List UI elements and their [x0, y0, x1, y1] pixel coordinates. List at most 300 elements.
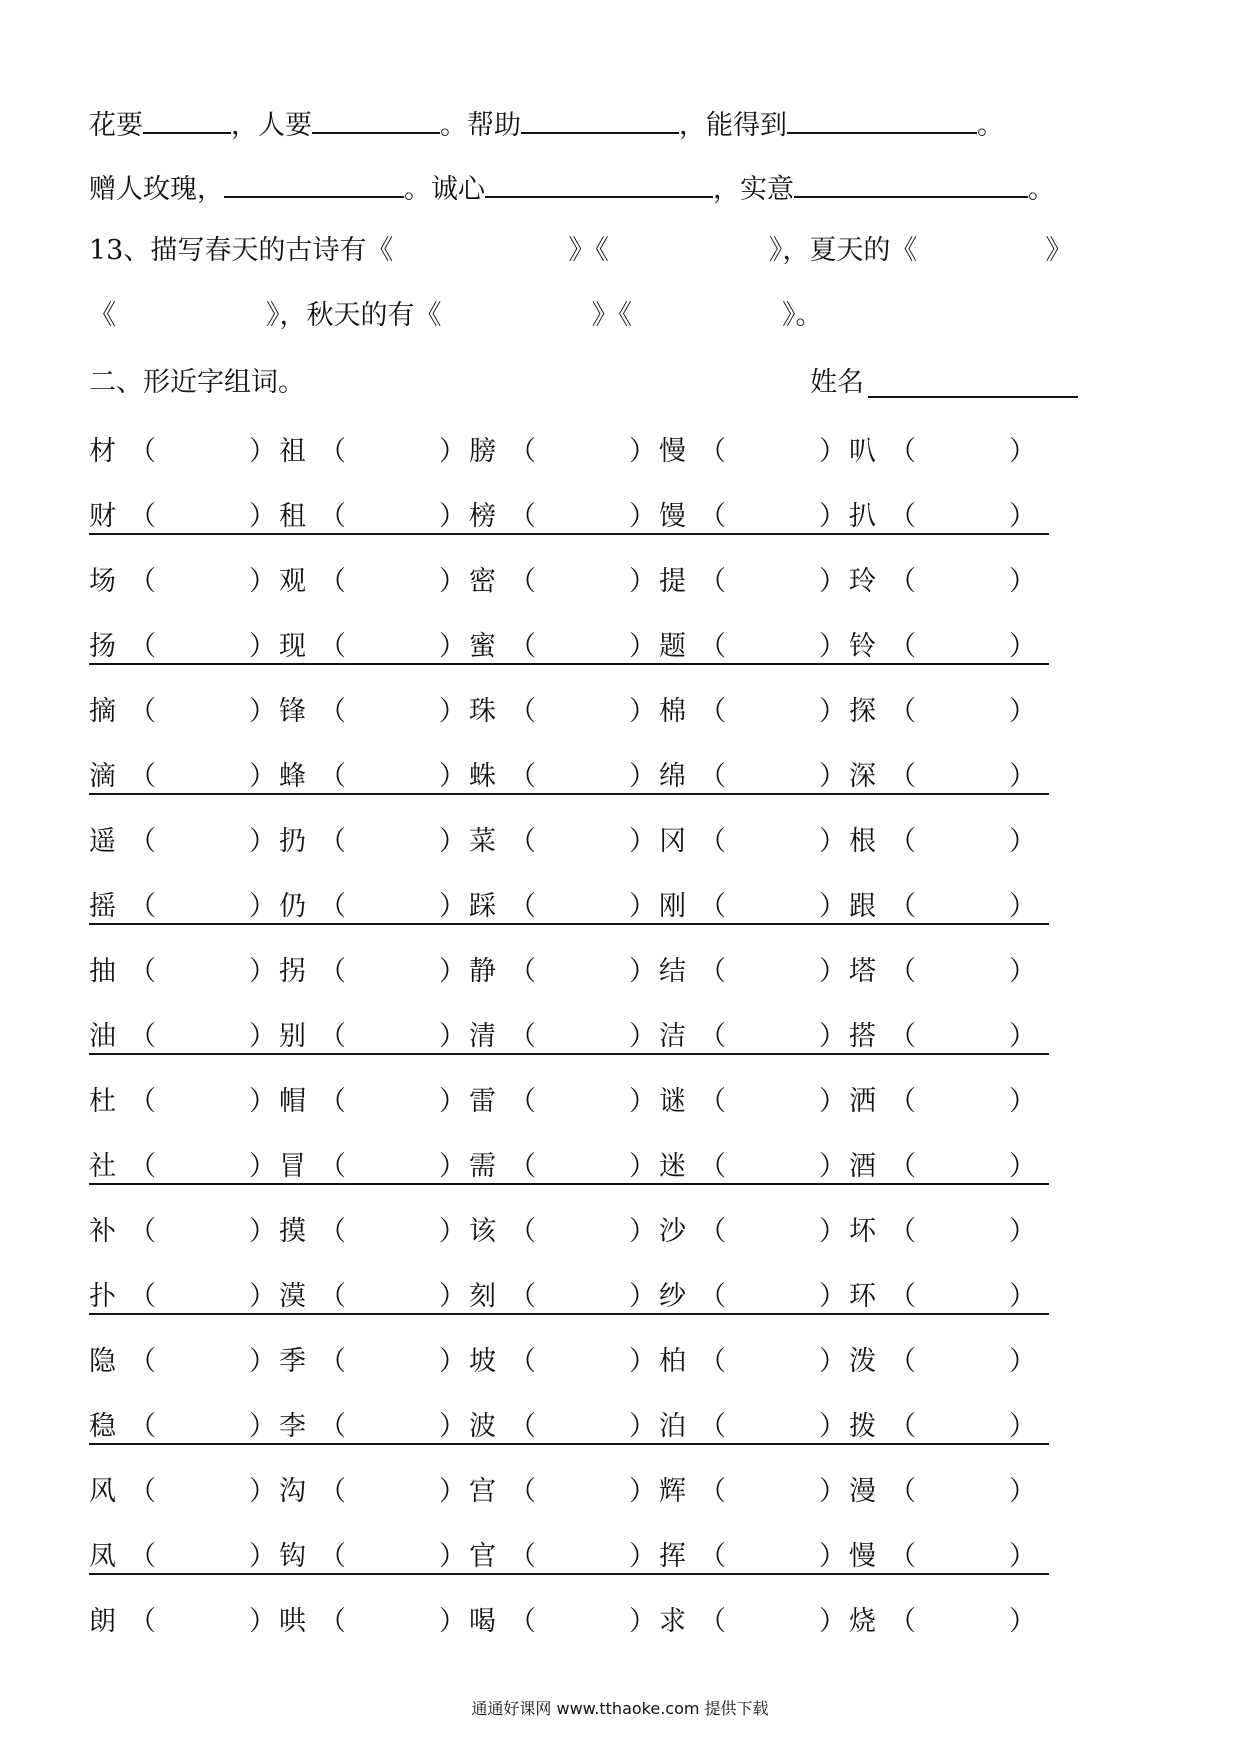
footer-credit: 通通好课网 www.tthaoke.com 提供下载 — [471, 1699, 769, 1718]
paren-right: ） — [1009, 826, 1036, 857]
word-row — [89, 1212, 1049, 1252]
paren-left: （ — [509, 1021, 536, 1052]
answer-blank[interactable] — [485, 170, 713, 198]
word-cell[interactable] — [279, 497, 469, 537]
paren-left: （ — [509, 566, 536, 597]
paren-right: ） — [1009, 1216, 1036, 1247]
paren-left: （ — [889, 1151, 916, 1182]
paren-left: （ — [129, 1606, 156, 1637]
character: 稳 — [89, 1411, 116, 1442]
paren-right: ） — [629, 696, 656, 727]
paren-left: （ — [129, 1411, 156, 1442]
word-cell[interactable] — [469, 1017, 659, 1057]
word-cell[interactable] — [89, 1277, 279, 1317]
paren-left: （ — [889, 891, 916, 922]
character: 泼 — [849, 1346, 876, 1377]
text-seg: 》《 — [591, 300, 632, 331]
paren-right: ） — [249, 696, 276, 727]
paren-right: ） — [819, 696, 846, 727]
character: 静 — [469, 956, 496, 987]
character: 观 — [279, 566, 306, 597]
word-cell[interactable] — [469, 757, 659, 797]
paren-right: ） — [629, 1541, 656, 1572]
word-cell[interactable] — [659, 432, 849, 472]
paren-left: （ — [129, 501, 156, 532]
paren-right: ） — [439, 761, 466, 792]
character: 需 — [469, 1151, 496, 1182]
paren-right: ） — [439, 1411, 466, 1442]
word-cell[interactable] — [659, 497, 849, 537]
character: 榜 — [469, 501, 496, 532]
word-cell[interactable] — [279, 692, 469, 732]
word-cell[interactable] — [469, 1212, 659, 1252]
word-row — [89, 497, 1049, 537]
word-cell[interactable] — [469, 432, 659, 472]
word-cell[interactable] — [89, 1472, 279, 1512]
paren-left: （ — [129, 761, 156, 792]
paren-left: （ — [129, 1476, 156, 1507]
answer-blank[interactable] — [521, 106, 679, 134]
paren-left: （ — [889, 1086, 916, 1117]
paren-left: （ — [889, 1541, 916, 1572]
paren-right: ） — [249, 956, 276, 987]
character: 塔 — [849, 956, 876, 987]
paren-right: ） — [629, 1606, 656, 1637]
paren-right: ） — [629, 436, 656, 467]
word-cell[interactable] — [659, 1537, 849, 1577]
paren-left: （ — [509, 826, 536, 857]
paren-left: （ — [889, 826, 916, 857]
fill-in-line-2 — [89, 170, 1055, 207]
word-cell[interactable] — [89, 1407, 279, 1447]
name-label: 姓名 — [810, 367, 864, 398]
text-seg: 。 — [977, 110, 1004, 141]
character: 膀 — [469, 436, 496, 467]
paren-right: ） — [439, 436, 466, 467]
character: 踩 — [469, 891, 496, 922]
character: 珠 — [469, 696, 496, 727]
answer-blank[interactable] — [794, 170, 1028, 198]
paren-left: （ — [319, 1541, 346, 1572]
word-cell[interactable] — [849, 1472, 1039, 1512]
character: 密 — [469, 566, 496, 597]
paren-left: （ — [319, 1411, 346, 1442]
character: 沟 — [279, 1476, 306, 1507]
paren-right: ） — [439, 501, 466, 532]
word-cell[interactable] — [89, 822, 279, 862]
paren-left: （ — [509, 761, 536, 792]
word-row — [89, 1017, 1049, 1057]
word-cell[interactable] — [849, 562, 1039, 602]
paren-right: ） — [439, 1216, 466, 1247]
paren-left: （ — [129, 1021, 156, 1052]
paren-right: ） — [819, 1346, 846, 1377]
paren-left: （ — [509, 631, 536, 662]
paren-left: （ — [699, 1411, 726, 1442]
word-cell[interactable] — [849, 1147, 1039, 1187]
character: 慢 — [659, 436, 686, 467]
paren-right: ） — [629, 956, 656, 987]
character: 挥 — [659, 1541, 686, 1572]
character: 刻 — [469, 1281, 496, 1312]
paren-right: ） — [249, 1281, 276, 1312]
paren-right: ） — [1009, 1021, 1036, 1052]
word-cell[interactable] — [469, 1602, 659, 1642]
paren-right: ） — [819, 566, 846, 597]
character: 铃 — [849, 631, 876, 662]
character: 玲 — [849, 566, 876, 597]
character: 材 — [89, 436, 116, 467]
paren-right: ） — [1009, 1541, 1036, 1572]
word-row — [89, 627, 1049, 667]
paren-right: ） — [439, 1151, 466, 1182]
paren-left: （ — [889, 501, 916, 532]
paren-left: （ — [129, 1151, 156, 1182]
word-cell[interactable] — [659, 757, 849, 797]
paren-left: （ — [699, 631, 726, 662]
word-cell[interactable] — [279, 757, 469, 797]
paren-right: ） — [629, 1216, 656, 1247]
word-cell[interactable] — [849, 1407, 1039, 1447]
paren-right: ） — [249, 1541, 276, 1572]
word-cell[interactable] — [89, 562, 279, 602]
word-cell[interactable] — [469, 692, 659, 732]
text-seg: 》，秋天的有《 — [266, 300, 442, 331]
word-cell[interactable] — [849, 822, 1039, 862]
paren-right: ） — [249, 436, 276, 467]
word-cell[interactable] — [469, 1082, 659, 1122]
character: 沙 — [659, 1216, 686, 1247]
word-cell[interactable] — [849, 887, 1039, 927]
character: 刚 — [659, 891, 686, 922]
word-cell[interactable] — [469, 1537, 659, 1577]
character: 漫 — [849, 1476, 876, 1507]
word-cell[interactable] — [849, 1602, 1039, 1642]
word-row — [89, 1407, 1049, 1447]
word-cell[interactable] — [279, 822, 469, 862]
word-cell[interactable] — [659, 1147, 849, 1187]
word-cell[interactable] — [469, 627, 659, 667]
paren-right: ） — [439, 956, 466, 987]
character: 蜂 — [279, 761, 306, 792]
paren-left: （ — [889, 1346, 916, 1377]
text-seg: 。帮助 — [440, 110, 521, 141]
character: 摸 — [279, 1216, 306, 1247]
paren-right: ） — [1009, 761, 1036, 792]
paren-right: ） — [629, 891, 656, 922]
character: 清 — [469, 1021, 496, 1052]
word-cell[interactable] — [469, 562, 659, 602]
word-cell[interactable] — [659, 1277, 849, 1317]
word-cell[interactable] — [849, 1537, 1039, 1577]
paren-right: ） — [249, 826, 276, 857]
paren-right: ） — [249, 1086, 276, 1117]
word-cell[interactable] — [849, 1212, 1039, 1252]
paren-left: （ — [319, 566, 346, 597]
word-cell[interactable] — [89, 1602, 279, 1642]
character: 谜 — [659, 1086, 686, 1117]
word-cell[interactable] — [469, 497, 659, 537]
word-cell[interactable] — [469, 887, 659, 927]
character: 摘 — [89, 696, 116, 727]
word-cell[interactable] — [89, 757, 279, 797]
paren-left: （ — [699, 1476, 726, 1507]
word-cell[interactable] — [279, 1537, 469, 1577]
character: 扒 — [849, 501, 876, 532]
character: 杜 — [89, 1086, 116, 1117]
paren-right: ） — [1009, 436, 1036, 467]
word-cell[interactable] — [89, 1147, 279, 1187]
paren-left: （ — [509, 1216, 536, 1247]
word-cell[interactable] — [659, 887, 849, 927]
paren-right: ） — [1009, 956, 1036, 987]
text-seg: ，能得到 — [679, 110, 787, 141]
character: 仍 — [279, 891, 306, 922]
answer-blank[interactable] — [787, 106, 977, 134]
paren-right: ） — [249, 1021, 276, 1052]
paren-right: ） — [819, 436, 846, 467]
paren-right: ） — [629, 631, 656, 662]
word-cell[interactable] — [89, 1342, 279, 1382]
word-cell[interactable] — [469, 1277, 659, 1317]
paren-left: （ — [129, 1541, 156, 1572]
paren-right: ） — [439, 1476, 466, 1507]
word-cell[interactable] — [89, 497, 279, 537]
paren-left: （ — [319, 436, 346, 467]
paren-right: ） — [249, 1606, 276, 1637]
character: 现 — [279, 631, 306, 662]
word-row — [89, 562, 1049, 602]
word-cell[interactable] — [849, 1082, 1039, 1122]
character: 洒 — [849, 1086, 876, 1117]
paren-right: ） — [249, 761, 276, 792]
word-row — [89, 1147, 1049, 1187]
character: 该 — [469, 1216, 496, 1247]
word-cell[interactable] — [89, 952, 279, 992]
paren-left: （ — [699, 826, 726, 857]
paren-right: ） — [819, 1151, 846, 1182]
paren-left: （ — [699, 1216, 726, 1247]
text-seg: 》《 — [568, 235, 609, 266]
paren-right: ） — [819, 501, 846, 532]
character: 坡 — [469, 1346, 496, 1377]
paren-left: （ — [129, 631, 156, 662]
paren-left: （ — [319, 501, 346, 532]
section-title: 二、形近字组词。 — [89, 367, 305, 398]
word-cell[interactable] — [279, 887, 469, 927]
character: 李 — [279, 1411, 306, 1442]
word-cell[interactable] — [659, 1017, 849, 1057]
character: 租 — [279, 501, 306, 532]
paren-right: ） — [1009, 1086, 1036, 1117]
paren-left: （ — [889, 566, 916, 597]
paren-left: （ — [319, 1476, 346, 1507]
character: 风 — [89, 1476, 116, 1507]
character: 搭 — [849, 1021, 876, 1052]
word-cell[interactable] — [469, 1472, 659, 1512]
word-cell[interactable] — [279, 1472, 469, 1512]
paren-left: （ — [509, 956, 536, 987]
paren-left: （ — [129, 1346, 156, 1377]
word-cell[interactable] — [659, 1082, 849, 1122]
word-cell[interactable] — [659, 1342, 849, 1382]
character: 提 — [659, 566, 686, 597]
paren-right: ） — [819, 1541, 846, 1572]
word-cell[interactable] — [659, 822, 849, 862]
word-cell[interactable] — [279, 1277, 469, 1317]
word-cell[interactable] — [279, 1212, 469, 1252]
character: 烧 — [849, 1606, 876, 1637]
answer-blank[interactable] — [143, 106, 231, 134]
paren-left: （ — [699, 501, 726, 532]
word-cell[interactable] — [849, 1342, 1039, 1382]
character: 辉 — [659, 1476, 686, 1507]
text-seg: 赠人玫瑰， — [89, 174, 224, 205]
word-cell[interactable] — [659, 1472, 849, 1512]
word-cell[interactable] — [279, 952, 469, 992]
paren-right: ） — [629, 1346, 656, 1377]
character: 坏 — [849, 1216, 876, 1247]
paren-left: （ — [889, 1411, 916, 1442]
paren-left: （ — [129, 826, 156, 857]
word-cell[interactable] — [89, 1537, 279, 1577]
word-row — [89, 952, 1049, 992]
character: 探 — [849, 696, 876, 727]
character: 酒 — [849, 1151, 876, 1182]
word-cell[interactable] — [279, 1407, 469, 1447]
paren-right: ） — [629, 1086, 656, 1117]
character: 扔 — [279, 826, 306, 857]
paren-left: （ — [889, 1606, 916, 1637]
word-cell[interactable] — [659, 1212, 849, 1252]
word-cell[interactable] — [469, 1407, 659, 1447]
paren-right: ） — [819, 1216, 846, 1247]
character: 求 — [659, 1606, 686, 1637]
word-cell[interactable] — [849, 692, 1039, 732]
word-cell[interactable] — [469, 1147, 659, 1187]
paren-right: ） — [249, 566, 276, 597]
character: 柏 — [659, 1346, 686, 1377]
word-row — [89, 887, 1049, 927]
word-row — [89, 1537, 1049, 1577]
character: 补 — [89, 1216, 116, 1247]
paren-right: ） — [249, 1151, 276, 1182]
character: 宫 — [469, 1476, 496, 1507]
paren-left: （ — [319, 1216, 346, 1247]
paren-left: （ — [509, 1541, 536, 1572]
word-row — [89, 822, 1049, 862]
paren-right: ） — [629, 1281, 656, 1312]
word-cell[interactable] — [469, 822, 659, 862]
word-cell[interactable] — [279, 562, 469, 602]
word-cell[interactable] — [659, 1602, 849, 1642]
character: 棉 — [659, 696, 686, 727]
character: 遥 — [89, 826, 116, 857]
paren-left: （ — [889, 631, 916, 662]
text-seg: 。 — [1028, 174, 1055, 205]
word-cell[interactable] — [279, 432, 469, 472]
paren-right: ） — [1009, 891, 1036, 922]
paren-right: ） — [629, 1151, 656, 1182]
word-cell[interactable] — [469, 1342, 659, 1382]
paren-left: （ — [889, 761, 916, 792]
word-cell[interactable] — [279, 627, 469, 667]
paren-right: ） — [819, 1606, 846, 1637]
word-cell[interactable] — [89, 692, 279, 732]
word-cell[interactable] — [849, 627, 1039, 667]
paren-left: （ — [319, 761, 346, 792]
paren-left: （ — [509, 1281, 536, 1312]
character: 迷 — [659, 1151, 686, 1182]
paren-left: （ — [889, 1281, 916, 1312]
character: 馒 — [659, 501, 686, 532]
word-cell[interactable] — [849, 497, 1039, 537]
character: 结 — [659, 956, 686, 987]
word-cell[interactable] — [849, 1277, 1039, 1317]
word-cell[interactable] — [849, 952, 1039, 992]
word-cell[interactable] — [279, 1082, 469, 1122]
answer-blank[interactable] — [312, 106, 440, 134]
paren-left: （ — [319, 956, 346, 987]
word-cell[interactable] — [89, 887, 279, 927]
word-cell[interactable] — [89, 627, 279, 667]
paren-left: （ — [319, 631, 346, 662]
word-cell[interactable] — [849, 757, 1039, 797]
word-cell[interactable] — [659, 562, 849, 602]
word-cell[interactable] — [469, 952, 659, 992]
word-cell[interactable] — [659, 692, 849, 732]
paren-right: ） — [249, 1476, 276, 1507]
paren-left: （ — [699, 436, 726, 467]
word-cell[interactable] — [659, 1407, 849, 1447]
word-cell[interactable] — [89, 1082, 279, 1122]
character: 滴 — [89, 761, 116, 792]
character: 扑 — [89, 1281, 116, 1312]
word-cell[interactable] — [849, 1017, 1039, 1057]
word-cell[interactable] — [279, 1147, 469, 1187]
character: 拐 — [279, 956, 306, 987]
paren-left: （ — [319, 826, 346, 857]
word-cell[interactable] — [659, 627, 849, 667]
character: 朗 — [89, 1606, 116, 1637]
paren-right: ） — [629, 501, 656, 532]
word-cell[interactable] — [849, 432, 1039, 472]
word-cell[interactable] — [89, 432, 279, 472]
word-cell[interactable] — [89, 1212, 279, 1252]
paren-right: ） — [629, 826, 656, 857]
paren-left: （ — [509, 1086, 536, 1117]
word-cell[interactable] — [279, 1017, 469, 1057]
answer-blank[interactable] — [224, 170, 404, 198]
name-field[interactable] — [868, 396, 1078, 398]
word-cell[interactable] — [659, 952, 849, 992]
character: 波 — [469, 1411, 496, 1442]
paren-right: ） — [249, 1216, 276, 1247]
word-cell[interactable] — [279, 1342, 469, 1382]
word-cell[interactable] — [89, 1017, 279, 1057]
paren-left: （ — [319, 1021, 346, 1052]
word-row — [89, 1602, 1049, 1642]
character: 纱 — [659, 1281, 686, 1312]
text-seg: ，实意 — [713, 174, 794, 205]
paren-right: ） — [629, 761, 656, 792]
paren-left: （ — [509, 1411, 536, 1442]
word-cell[interactable] — [279, 1602, 469, 1642]
paren-right: ） — [819, 826, 846, 857]
character: 锋 — [279, 696, 306, 727]
paren-left: （ — [319, 891, 346, 922]
paren-left: （ — [699, 1086, 726, 1117]
